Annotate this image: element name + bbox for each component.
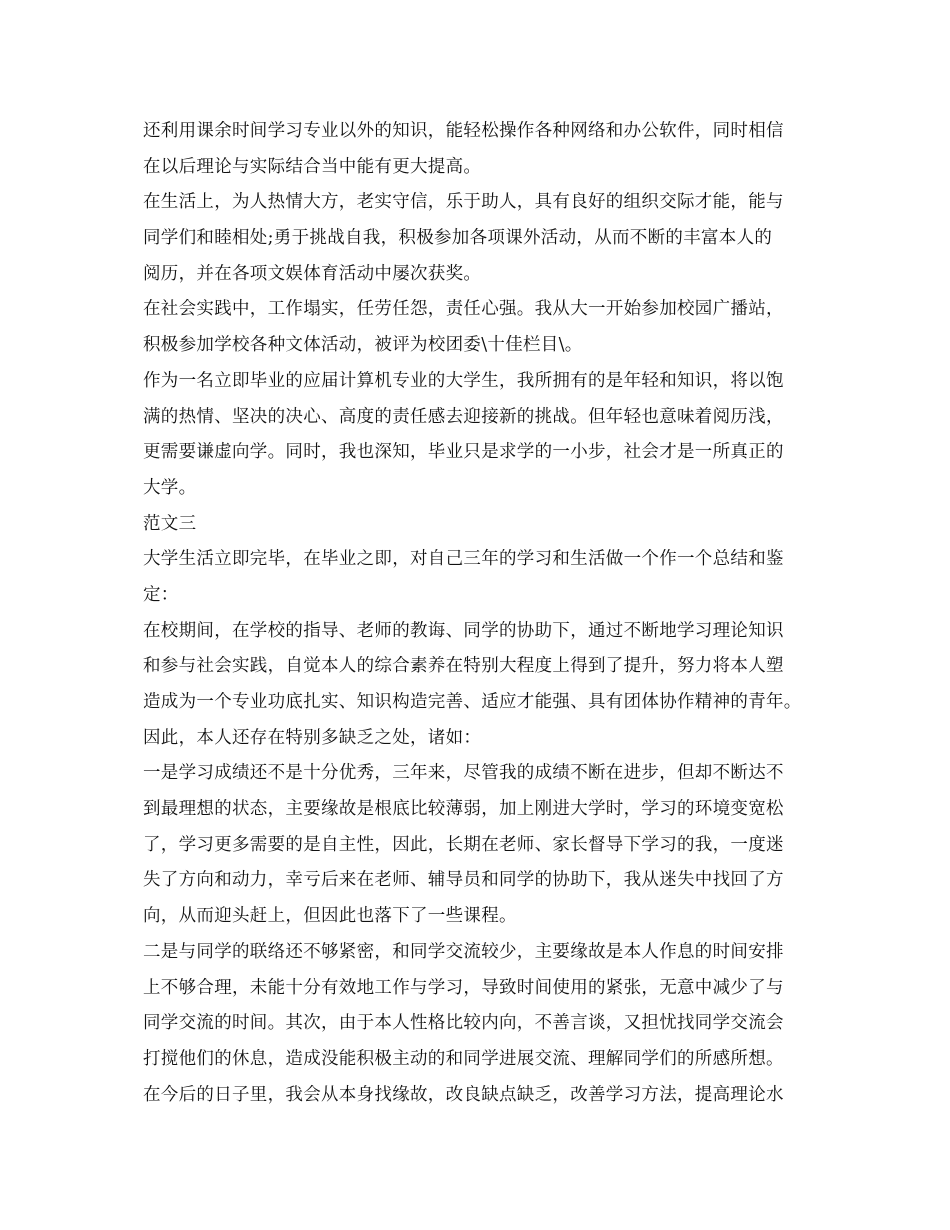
document-body: [143, 114, 833, 1113]
text-line: 阅历，并在各项文娱体育活动中屡次获奖。: [143, 263, 482, 284]
text-line: 上不够合理，未能十分有效地工作与学习，导致时间使用的紧张，无意中减少了与: [143, 977, 784, 998]
text-line: 打搅他们的休息，造成没能积极主动的和同学进展交流、理解同学们的所感所想。: [143, 1048, 784, 1069]
text-line: 到最理想的状态，主要缘故是根底比较薄弱，加上刚进大学时，学习的环境变宽松: [143, 799, 784, 820]
text-line: 在今后的日子里，我会从本身找缘故，改良缺点缺乏，改善学习方法，提高理论水: [143, 1084, 784, 1105]
text-line: 积极参加学校各种文体活动，被评为校团委\十佳栏目\。: [143, 335, 583, 356]
text-line: 在社会实践中，工作塌实，任劳任怨，责任心强。我从大一开始参加校园广播站，: [143, 299, 784, 320]
text-line: 满的热情、坚决的决心、高度的责任感去迎接新的挑战。但年轻也意味着阅历浅，: [143, 406, 784, 427]
text-line: 造成为一个专业功底扎实、知识构造完善、适应才能强、具有团体协作精神的青年。: [143, 692, 802, 712]
text-line: 作为一名立即毕业的应届计算机专业的大学生，我所拥有的是年轻和知识，将以饱: [143, 370, 784, 391]
text-line: 因此，本人还存在特别多缺乏之处，诸如：: [143, 727, 482, 748]
text-line: 失了方向和动力，幸亏后来在老师、辅导员和同学的协助下，我从迷失中找回了方: [143, 870, 784, 891]
text-line: 在以后理论与实际结合当中能有更大提高。: [143, 156, 482, 177]
text-line: 大学。: [143, 477, 197, 498]
text-line: 更需要谦虚向学。同时，我也深知，毕业只是求学的一小步，社会才是一所真正的: [143, 442, 784, 463]
text-line: 定：: [143, 584, 179, 605]
text-line: 在校期间，在学校的指导、老师的教诲、同学的协助下，通过不断地学习理论知识: [143, 620, 784, 641]
text-line: 二是与同学的联络还不够紧密，和同学交流较少，主要缘故是本人作息的时间安排: [143, 941, 784, 962]
section-heading: 范文三: [143, 513, 197, 534]
text-line: 同学交流的时间。其次，由于本人性格比较内向，不善言谈，又担忧找同学交流会: [143, 1013, 784, 1034]
text-line: 还利用课余时间学习专业以外的知识，能轻松操作各种网络和办公软件，同时相信: [143, 121, 784, 141]
text-line: 大学生活立即完毕，在毕业之即，对自己三年的学习和生活做一个作一个总结和鉴: [143, 549, 784, 570]
text-line: 同学们和睦相处;勇于挑战自我，积极参加各项课外活动，从而不断的丰富本人的: [143, 228, 773, 249]
text-line: 在生活上，为人热情大方，老实守信，乐于助人，具有良好的组织交际才能，能与: [143, 192, 784, 213]
text-line: 和参与社会实践，自觉本人的综合素养在特别大程度上得到了提升，努力将本人塑: [143, 656, 784, 677]
text-line: 向，从而迎头赶上，但因此也落下了一些课程。: [143, 906, 517, 927]
text-line: 一是学习成绩还不是十分优秀，三年来，尽管我的成绩不断在进步，但却不断达不: [143, 763, 784, 784]
text-line: 了，学习更多需要的是自主性，因此，长期在老师、家长督导下学习的我，一度迷: [143, 834, 784, 855]
